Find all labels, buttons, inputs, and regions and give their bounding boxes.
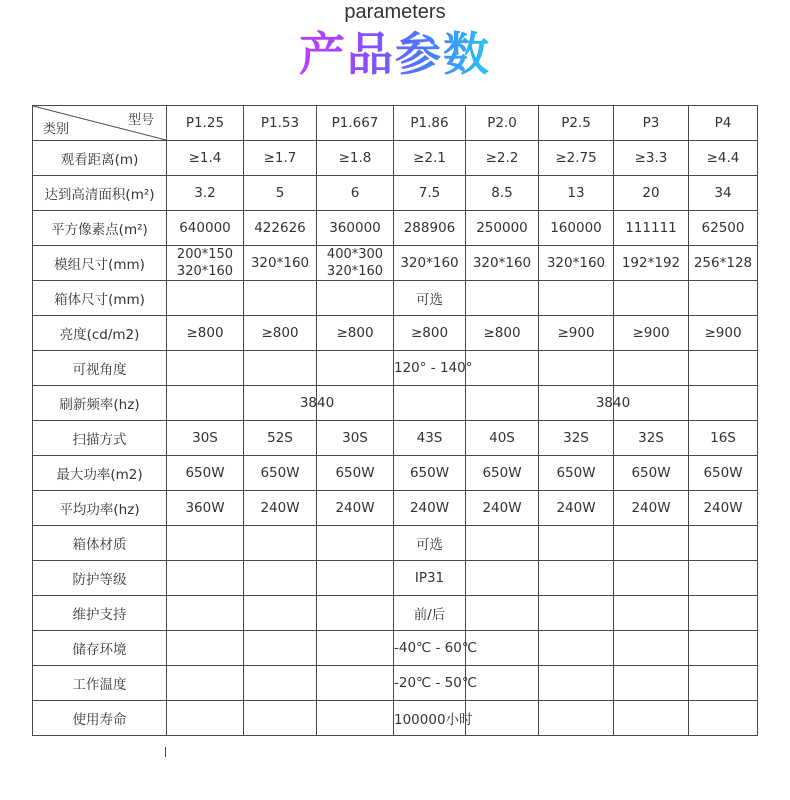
table-cell [317, 246, 394, 281]
row-label: 观看距离(m) [33, 141, 167, 176]
table-cell: 360000 [317, 211, 394, 246]
table-cell: 240W [244, 491, 317, 526]
table-cell [167, 701, 244, 736]
row-label: 最大功率(m2) [33, 456, 167, 491]
table-row [33, 421, 758, 456]
table-cell: 16S [689, 421, 758, 456]
page-title [0, 24, 790, 84]
table-row [33, 596, 758, 631]
cell-overlap-text: 3840 [595, 395, 631, 411]
table-cell: 32S [539, 421, 614, 456]
table-cell: 320*160 [466, 246, 539, 281]
table-cell [539, 631, 614, 666]
table-cell [466, 351, 539, 386]
row-label: 储存环境 [33, 631, 167, 666]
row-label: 平均功率(hz) [33, 491, 167, 526]
table-cell: -20℃ - 50℃ [394, 666, 466, 701]
table-cell [466, 596, 539, 631]
table-cell: ≥800 [394, 316, 466, 351]
table-cell [614, 701, 689, 736]
table-cell [167, 246, 244, 281]
table-cell [244, 526, 317, 561]
table-cell [317, 596, 394, 631]
row-label: 达到高清面积(m²) [33, 176, 167, 211]
table-cell: 650W [539, 456, 614, 491]
specs-table [32, 105, 758, 736]
table-cell [689, 386, 758, 421]
table-cell: 160000 [539, 211, 614, 246]
table-cell: 650W [689, 456, 758, 491]
table-cell [167, 596, 244, 631]
cell-line: 320*160 [326, 264, 384, 279]
table-cell: ≥2.1 [394, 141, 466, 176]
table-cell: 62500 [689, 211, 758, 246]
cell-line: 400*300 [326, 247, 384, 262]
header-row [33, 106, 758, 141]
table-cell: 256*128 [689, 246, 758, 281]
table-cell [689, 666, 758, 701]
table-cell: 320*160 [539, 246, 614, 281]
table-row [33, 351, 758, 386]
table-cell [689, 596, 758, 631]
table-cell [167, 281, 244, 316]
table-cell [539, 281, 614, 316]
table-row [33, 666, 758, 701]
table-cell: 111111 [614, 211, 689, 246]
table-cell: 422626 [244, 211, 317, 246]
table-cell: ≥800 [244, 316, 317, 351]
table-cell: ≥900 [539, 316, 614, 351]
table-cell [466, 386, 539, 421]
cell-line: 200*150 [176, 247, 234, 262]
table-cell [167, 351, 244, 386]
table-cell [317, 526, 394, 561]
table-cell: 20 [614, 176, 689, 211]
table-cell: 192*192 [614, 246, 689, 281]
table-cell: ≥900 [689, 316, 758, 351]
table-cell: 650W [317, 456, 394, 491]
table-cell: 13 [539, 176, 614, 211]
table-cell [539, 596, 614, 631]
table-cell: 320*160 [394, 246, 466, 281]
table-cell: 240W [466, 491, 539, 526]
table-cell [466, 701, 539, 736]
table-cell [689, 351, 758, 386]
table-cell: 360W [167, 491, 244, 526]
table-cell: 30S [317, 421, 394, 456]
table-cell: IP31 [394, 561, 466, 596]
cell-overlap-text: 3840 [299, 395, 335, 411]
table-cell: 30S [167, 421, 244, 456]
model-header: P1.667 [317, 106, 394, 141]
table-cell [167, 526, 244, 561]
table-cell [244, 631, 317, 666]
row-label: 亮度(cd/m2) [33, 316, 167, 351]
table-cell: ≥900 [614, 316, 689, 351]
table-cell: ≥800 [167, 316, 244, 351]
table-row [33, 526, 758, 561]
table-cell [244, 561, 317, 596]
table-cell [244, 666, 317, 701]
table-cell: 可选 [394, 526, 466, 561]
table-row [33, 561, 758, 596]
table-cell [689, 631, 758, 666]
table-row [33, 246, 758, 281]
model-header: P4 [689, 106, 758, 141]
row-label: 扫描方式 [33, 421, 167, 456]
table-cell: 120° - 140° [394, 351, 466, 386]
row-label: 防护等级 [33, 561, 167, 596]
table-cell [317, 281, 394, 316]
row-label: 平方像素点(m²) [33, 211, 167, 246]
table-cell: ≥800 [466, 316, 539, 351]
table-cell: 100000小时 [394, 701, 466, 736]
table-cell [317, 561, 394, 596]
model-header: P1.86 [394, 106, 466, 141]
row-label: 刷新频率(hz) [33, 386, 167, 421]
corner-model-label: 型号 [127, 113, 154, 128]
table-cell [539, 561, 614, 596]
table-cell: 5 [244, 176, 317, 211]
page-subtitle: parameters [344, 1, 446, 23]
table-cell [614, 526, 689, 561]
row-label: 箱体尺寸(mm) [33, 281, 167, 316]
page-title-text: 产品参数 [299, 27, 491, 81]
table-row [33, 701, 758, 736]
table-cell: 32S [614, 421, 689, 456]
table-cell [244, 701, 317, 736]
model-header: P2.5 [539, 106, 614, 141]
table-cell [167, 386, 244, 421]
table-cell [244, 281, 317, 316]
table-cell: 320*160 [244, 246, 317, 281]
table-cell [689, 701, 758, 736]
table-cell [317, 666, 394, 701]
row-label: 工作温度 [33, 666, 167, 701]
table-bottom-tick [165, 747, 166, 757]
row-label: 使用寿命 [33, 701, 167, 736]
table-cell [614, 596, 689, 631]
table-row [33, 491, 758, 526]
table-cell [466, 526, 539, 561]
row-label: 箱体材质 [33, 526, 167, 561]
table-row [33, 631, 758, 666]
table-cell [539, 351, 614, 386]
table-cell: 前/后 [394, 596, 466, 631]
table-cell [614, 631, 689, 666]
table-cell: 240W [317, 491, 394, 526]
corner-category-label: 类别 [43, 122, 70, 137]
table-cell: ≥3.3 [614, 141, 689, 176]
table-cell [614, 666, 689, 701]
table-row [33, 386, 758, 421]
table-cell: 650W [614, 456, 689, 491]
corner-cell [33, 106, 167, 141]
table-cell [689, 526, 758, 561]
table-cell: 288906 [394, 211, 466, 246]
table-cell [466, 561, 539, 596]
table-cell [167, 666, 244, 701]
table-cell [244, 386, 335, 421]
table-cell: 43S [394, 421, 466, 456]
table-cell: 240W [394, 491, 466, 526]
table-cell [317, 351, 394, 386]
table-cell [614, 281, 689, 316]
table-cell [244, 596, 317, 631]
table-row [33, 141, 758, 176]
table-cell: 52S [244, 421, 317, 456]
table-cell: 240W [689, 491, 758, 526]
table-cell: ≥4.4 [689, 141, 758, 176]
table-cell [244, 351, 317, 386]
table-cell: 34 [689, 176, 758, 211]
table-row [33, 211, 758, 246]
table-cell: 6 [317, 176, 394, 211]
table-cell: ≥800 [317, 316, 394, 351]
table-cell: 650W [394, 456, 466, 491]
table-cell: -40℃ - 60℃ [394, 631, 466, 666]
table-cell [539, 386, 631, 421]
table-cell: 650W [466, 456, 539, 491]
table-cell [394, 386, 466, 421]
table-cell [689, 561, 758, 596]
row-label: 模组尺寸(mm) [33, 246, 167, 281]
table-cell: ≥2.2 [466, 141, 539, 176]
table-cell [539, 666, 614, 701]
table-cell: 3.2 [167, 176, 244, 211]
table-row [33, 456, 758, 491]
table-cell: 240W [614, 491, 689, 526]
table-cell: 650W [167, 456, 244, 491]
table-cell [317, 631, 394, 666]
table-row [33, 281, 758, 316]
row-label: 可视角度 [33, 351, 167, 386]
model-header: P1.25 [167, 106, 244, 141]
table-cell [689, 281, 758, 316]
table-cell: ≥1.8 [317, 141, 394, 176]
table-cell [539, 701, 614, 736]
table-cell [167, 631, 244, 666]
table-cell: 可选 [394, 281, 466, 316]
table-cell [167, 561, 244, 596]
table-row [33, 316, 758, 351]
table-cell: ≥1.7 [244, 141, 317, 176]
table-cell: ≥1.4 [167, 141, 244, 176]
model-header: P2.0 [466, 106, 539, 141]
table-cell [317, 701, 394, 736]
cell-line: 320*160 [176, 264, 234, 279]
table-cell: 640000 [167, 211, 244, 246]
table-row [33, 176, 758, 211]
row-label: 维护支持 [33, 596, 167, 631]
table-cell: 40S [466, 421, 539, 456]
model-header: P3 [614, 106, 689, 141]
model-header: P1.53 [244, 106, 317, 141]
table-cell: 650W [244, 456, 317, 491]
table-cell [614, 351, 689, 386]
table-cell: 8.5 [466, 176, 539, 211]
table-cell: 7.5 [394, 176, 466, 211]
table-cell [539, 526, 614, 561]
table-cell [466, 281, 539, 316]
table-cell: 240W [539, 491, 614, 526]
table-cell: 250000 [466, 211, 539, 246]
table-cell: ≥2.75 [539, 141, 614, 176]
table-cell [614, 561, 689, 596]
